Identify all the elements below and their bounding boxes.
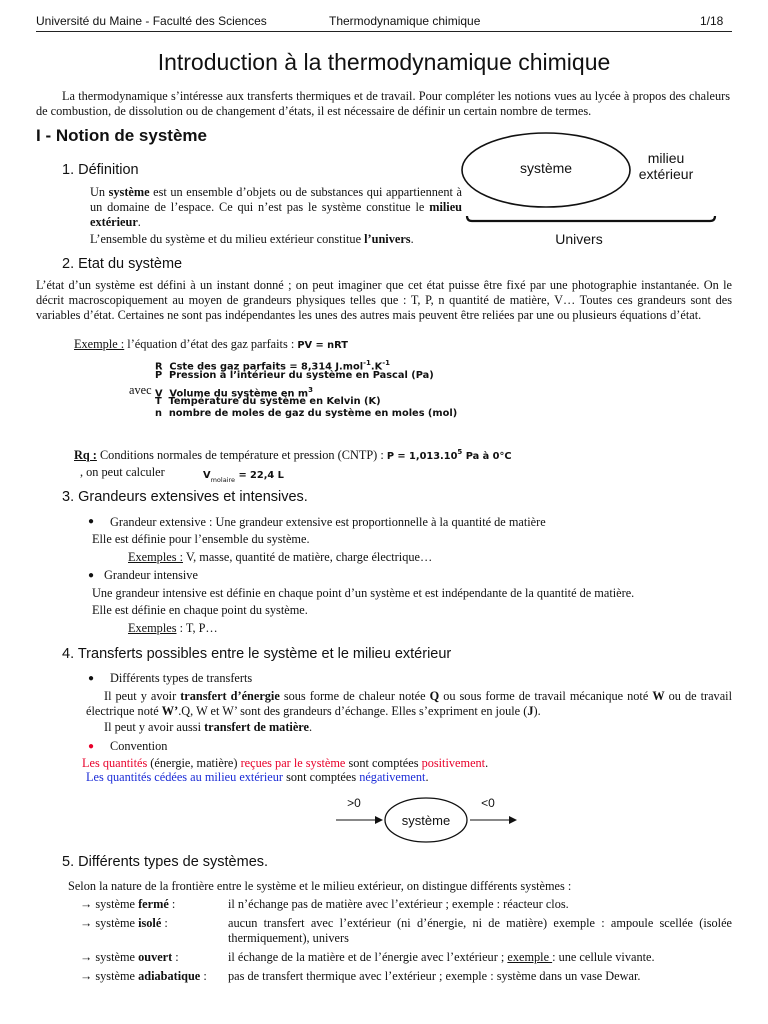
diagram-exterieur-label: extérieur bbox=[638, 166, 694, 182]
variable-v: V Volume du système en $m^3$ bbox=[155, 386, 313, 400]
intro-paragraph: La thermodynamique s’intéresse aux transferts thermiques et de travail. Pour compléter les notions vues au lycée à propos des chaleurs de combustion, de dissolution ou de changement d’états, il est nécessaire de définir un certain nombre de termes. bbox=[36, 89, 730, 118]
ideal-gas-equation: PV = nRT bbox=[297, 340, 348, 351]
type-desc-ferme: il n’échange pas de matière avec l’extérieur ; exemple : réacteur clos. bbox=[228, 897, 569, 911]
out-sign-label: <0 bbox=[481, 796, 495, 810]
diagram-system-label: système bbox=[519, 160, 573, 176]
convention-diagram bbox=[330, 794, 530, 848]
diagram-univers-label: Univers bbox=[555, 231, 603, 247]
subsection-definition: 1. Définition bbox=[62, 162, 139, 178]
definition-paragraph: Un système est un ensemble d’objets ou de substances qui appartiennent à un domaine de l’espace. Ce qui n’est pas le système constitue le milieu extérieur. bbox=[90, 185, 462, 229]
extensive-line2: Elle est définie pour l’ensemble du système. bbox=[92, 532, 310, 546]
extensive-examples: Exemples : V, masse, quantité de matière, charge électrique… bbox=[128, 550, 433, 564]
univers-brace bbox=[467, 216, 715, 221]
convention-positive: Les quantités (énergie, matière) reçues par le système sont comptées positivement. bbox=[82, 756, 489, 770]
table-row bbox=[80, 950, 732, 969]
table-row bbox=[80, 969, 732, 988]
type-desc-ouvert: il échange de la matière et de l’énergie avec l’extérieur ; exemple : une cellule vivante. bbox=[228, 950, 655, 964]
transfert-matiere-line: Il peut y avoir aussi transfert de matière. bbox=[104, 720, 313, 734]
avec-label: avec bbox=[129, 383, 152, 397]
variable-t: T Température du système en Kelvin (K) bbox=[155, 396, 381, 407]
variable-n: n nombre de moles de gaz du système en moles (mol) bbox=[155, 408, 458, 419]
page-title: Introduction à la thermodynamique chimique bbox=[157, 49, 611, 75]
rq-line: Rq : Conditions normales de température et pression (CNTP) : $P = 1,013.10^5$ Pa à 0°C bbox=[74, 448, 512, 463]
intensive-line2: Elle est définie en chaque point du système. bbox=[92, 603, 308, 617]
subsection-etat: 2. Etat du système bbox=[62, 256, 183, 272]
type-desc-isole: aucun transfert avec l’extérieur (ni d’énergie, ni de matière) exemple : ampoule scellée (isolée thermiquement), univers bbox=[228, 916, 732, 945]
type-label-isole: → système isolé : bbox=[80, 916, 168, 930]
univers-definition: L’ensemble du système et du milieu extérieur constitue l’univers. bbox=[90, 232, 414, 246]
type-label-ferme: → système fermé : bbox=[80, 897, 176, 911]
variable-r: R Cste des gaz parfaits = 8,314 $J.mol^{-1}.K^{-1}$ bbox=[155, 359, 390, 373]
convention-negative: Les quantités cédées au milieu extérieur sont comptées négativement. bbox=[86, 770, 429, 784]
exemple-line: Exemple : l’équation d’état des gaz parfaits : PV = nRT bbox=[74, 337, 348, 351]
type-label-adiabatique: → système adiabatique : bbox=[80, 969, 207, 983]
table-row bbox=[80, 897, 732, 916]
etat-paragraph: L’état d’un système est défini à un instant donné ; on peut imaginer que cet état puisse être fixé par une photographie instantanée. On le décrit macroscopiquement au moyen de grandeurs physiques telles que : T, P, n quantité de matière, V… Toutes ces grandeurs sont des variables d’état. Certaines ne sont pas indépendantes les unes des autres mais peuvent être reliées par une ou plusieurs équations d’état. bbox=[36, 278, 732, 322]
header-rule bbox=[36, 31, 732, 32]
intensive-heading: Grandeur intensive bbox=[104, 568, 198, 582]
convention-system-label: système bbox=[401, 813, 451, 828]
header-page-number: 1/18 bbox=[700, 14, 724, 28]
univers-diagram bbox=[455, 132, 735, 252]
convention-heading: Convention bbox=[110, 739, 168, 753]
type-desc-adiabatique: pas de transfert thermique avec l’extérieur ; exemple : système dans un vase Dewar. bbox=[228, 969, 641, 983]
in-sign-label: >0 bbox=[347, 796, 361, 810]
variable-p: P Pression à l’intérieur du système en Pascal (Pa) bbox=[155, 370, 434, 381]
intensive-examples: Exemples : T, P… bbox=[128, 621, 218, 635]
subsection-types: 5. Différents types de systèmes. bbox=[62, 854, 269, 870]
diagram-milieu-label: milieu bbox=[647, 150, 685, 166]
transferts-paragraph: Il peut y avoir transfert d’énergie sous forme de chaleur notée Q ou sous forme de travail mécanique noté W ou de travail électrique noté W’.Q, W et W’ sont des grandeurs d’échange. Elles s’expriment en joule (J). bbox=[86, 689, 732, 718]
type-label-ouvert: → système ouvert : bbox=[80, 950, 179, 964]
header-center: Thermodynamique chimique bbox=[329, 14, 481, 28]
bullet-transferts: ● bbox=[88, 673, 95, 684]
header-left: Université du Maine - Faculté des Sciences bbox=[36, 14, 267, 28]
intensive-line1: Une grandeur intensive est définie en chaque point d’un système et est indépendante de la quantité de matière. bbox=[92, 586, 635, 600]
bullet-convention: ● bbox=[88, 741, 95, 752]
types-intro: Selon la nature de la frontière entre le système et le milieu extérieur, on distingue différents systèmes : bbox=[68, 879, 572, 893]
bullet-intensive: ● bbox=[88, 570, 95, 581]
section-title: I - Notion de système bbox=[36, 126, 207, 145]
bullet-extensive: ● bbox=[88, 516, 95, 527]
extensive-heading: Grandeur extensive : Une grandeur extensive est proportionnelle à la quantité de matière bbox=[110, 515, 546, 529]
table-row bbox=[80, 916, 732, 950]
calc-line: , on peut calculer bbox=[80, 465, 165, 479]
system-types-table bbox=[80, 897, 732, 988]
transferts-heading: Différents types de transferts bbox=[110, 671, 253, 685]
subsection-grandeurs: 3. Grandeurs extensives et intensives. bbox=[62, 489, 308, 505]
molar-volume: $V_{molaire} = 22,4$ L bbox=[203, 470, 284, 485]
subsection-transferts: 4. Transferts possibles entre le système et le milieu extérieur bbox=[62, 646, 452, 662]
